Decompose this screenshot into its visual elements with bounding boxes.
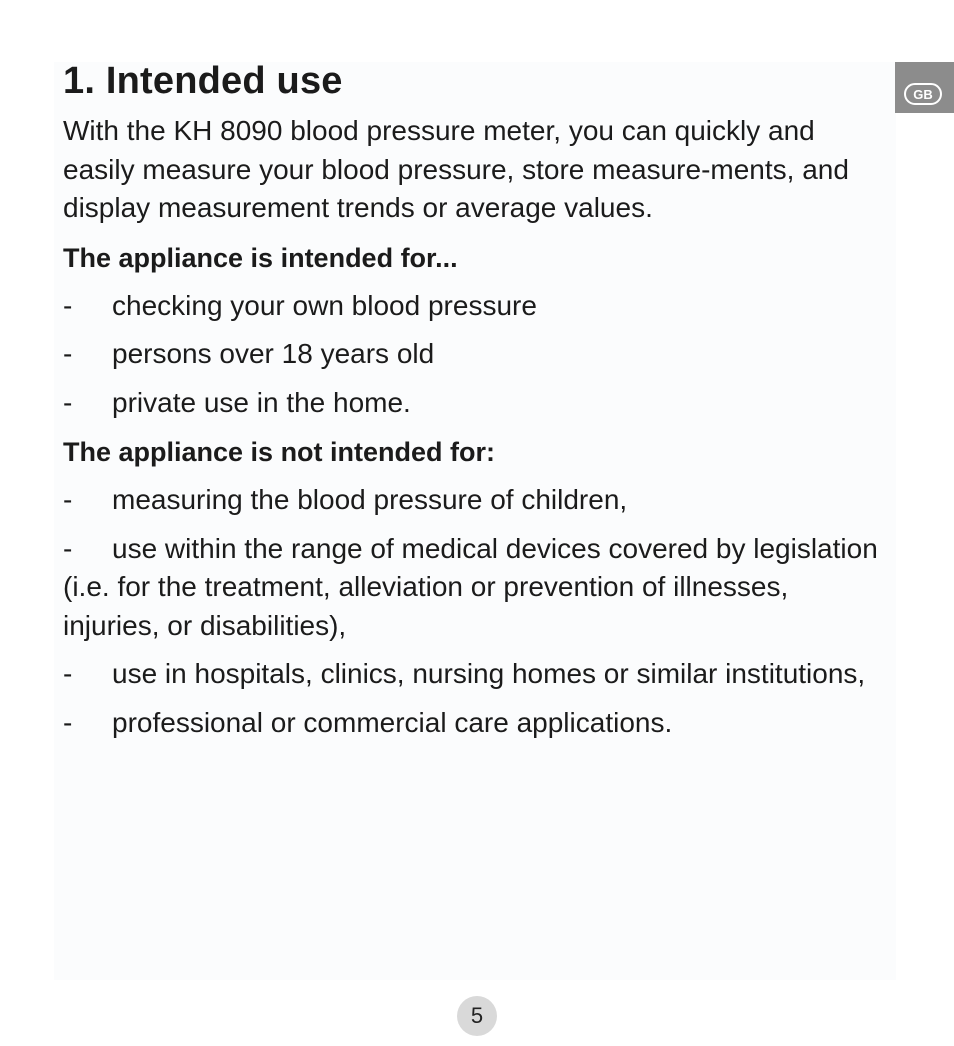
bullet-dash: - <box>63 532 73 564</box>
not-intended-heading: The appliance is not intended for: <box>63 437 496 467</box>
page-number: 5 <box>457 996 497 1036</box>
list-item-text: persons over 18 years old <box>112 338 435 369</box>
intended-heading: The appliance is intended for... <box>63 242 458 273</box>
list-item-text: checking your own blood pressure <box>112 289 537 321</box>
list-item <box>63 655 878 694</box>
list-item-text: measuring the blood pressure of children, <box>112 484 628 515</box>
bullet-dash: - <box>63 706 73 738</box>
language-tab <box>895 62 954 113</box>
list-item <box>63 287 878 326</box>
list-item <box>63 481 878 520</box>
section-content <box>63 58 878 742</box>
bullet-dash: - <box>63 386 73 418</box>
language-tab-label: GB <box>904 83 942 105</box>
list-item <box>63 335 878 374</box>
list-item <box>63 530 878 646</box>
list-item <box>63 384 878 423</box>
list-item-text: use within the range of medical devices covered by legislation (i.e. for the treatment, alleviation or prevention of illnesses, injuries, or disabilities), <box>63 532 878 641</box>
not-intended-list <box>63 481 878 742</box>
intro-paragraph: With the KH 8090 blood pressure meter, you can quickly and easily measure your blood pressure, store measure-ments, and display measurement trends or average values. <box>63 115 849 223</box>
list-item-text: use in hospitals, clinics, nursing homes or similar institutions, <box>112 658 866 689</box>
bullet-dash: - <box>63 338 73 369</box>
list-item-text: professional or commercial care applications. <box>112 706 673 738</box>
list-item <box>63 704 878 743</box>
bullet-dash: - <box>63 658 73 689</box>
intended-list <box>63 287 878 423</box>
section-title: 1. Intended use <box>63 60 343 102</box>
bullet-dash: - <box>63 289 73 321</box>
bullet-dash: - <box>63 484 73 515</box>
list-item-text: private use in the home. <box>112 386 411 418</box>
